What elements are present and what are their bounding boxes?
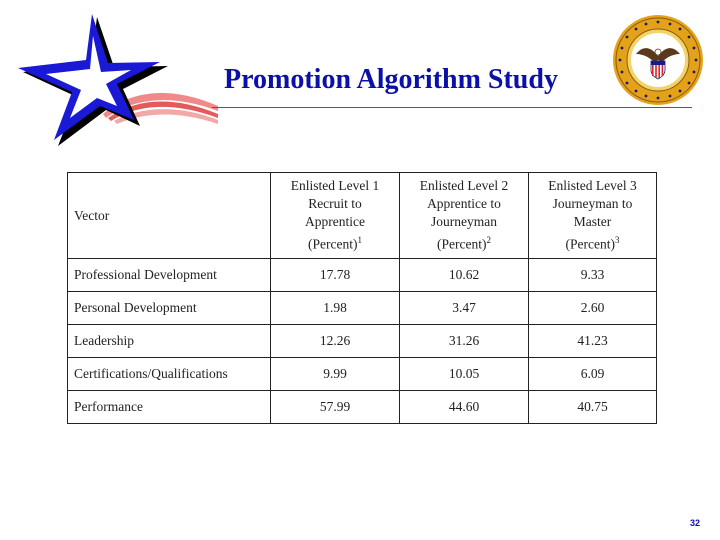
cell-level-1: 9.99 — [271, 358, 400, 391]
table-row — [68, 358, 657, 391]
title-divider — [212, 107, 692, 108]
cell-level-1: 57.99 — [271, 391, 400, 424]
star-logo-icon — [18, 14, 218, 149]
cell-level-3: 41.23 — [529, 325, 657, 358]
row-label: Professional Development — [68, 259, 271, 292]
table-row — [68, 325, 657, 358]
cell-level-2: 44.60 — [400, 391, 529, 424]
row-label: Certifications/Qualifications — [68, 358, 271, 391]
level-1-column-header: Enlisted Level 1 Recruit to Apprentice (Percent)$^1$ — [271, 173, 400, 259]
page-number: 32 — [690, 518, 701, 528]
cell-level-3: 6.09 — [529, 358, 657, 391]
cell-level-1: 1.98 — [271, 292, 400, 325]
navy-seal-icon — [612, 14, 704, 106]
row-label: Performance — [68, 391, 271, 424]
cell-level-1: 17.78 — [271, 259, 400, 292]
cell-level-3: 9.33 — [529, 259, 657, 292]
promotion-weights-table — [67, 172, 657, 424]
row-label: Personal Development — [68, 292, 271, 325]
cell-level-3: 2.60 — [529, 292, 657, 325]
cell-level-2: 10.62 — [400, 259, 529, 292]
level-2-column-header: Enlisted Level 2 Apprentice to Journeyman (Percent)$^2$ — [400, 173, 529, 259]
cell-level-2: 3.47 — [400, 292, 529, 325]
level-3-column-header: Enlisted Level 3 Journeyman to Master (Percent)$^3$ — [529, 173, 657, 259]
table-row — [68, 292, 657, 325]
cell-level-2: 10.05 — [400, 358, 529, 391]
cell-level-3: 40.75 — [529, 391, 657, 424]
cell-level-1: 12.26 — [271, 325, 400, 358]
table-row — [68, 259, 657, 292]
table-header-row — [68, 173, 657, 259]
table-row — [68, 391, 657, 424]
row-label: Leadership — [68, 325, 271, 358]
vector-column-header: Vector — [68, 173, 271, 259]
slide-title: Promotion Algorithm Study — [224, 64, 558, 95]
cell-level-2: 31.26 — [400, 325, 529, 358]
